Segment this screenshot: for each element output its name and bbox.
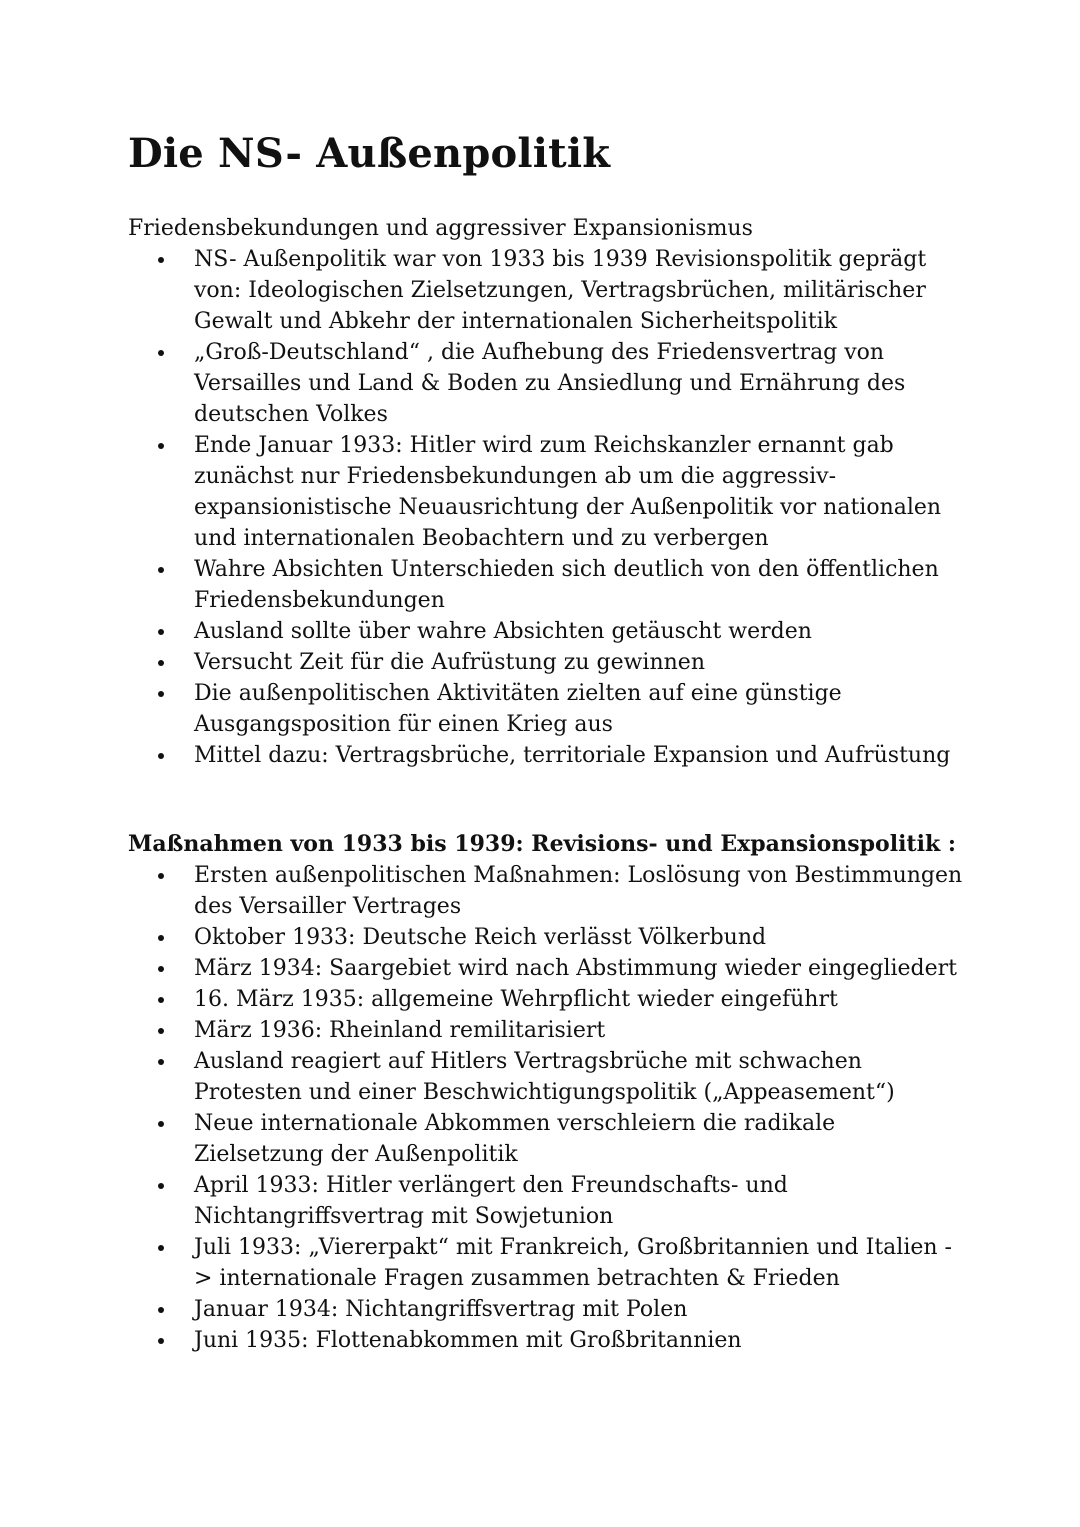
list-item [128,860,968,922]
list-item-text: 16. März 1935: allgemeine Wehrpflicht wieder eingeführt [194,987,838,1012]
bullet-icon [158,257,164,263]
bullet-list [128,860,968,1356]
bullet-icon [158,443,164,449]
section-heading: Maßnahmen von 1933 bis 1939: Revisions- und Expansionspolitik : [128,831,956,857]
bullet-icon [158,1183,164,1189]
list-item-text: Mittel dazu: Vertragsbrüche, territoriale Expansion und Aufrüstung [194,743,951,768]
bullet-icon [158,1121,164,1127]
bullet-icon [158,691,164,697]
list-item-text: Juli 1933: „Viererpakt“ mit Frankreich, Großbritannien und Italien -> internationale Fragen zusammen betrachten & Frieden [194,1235,952,1291]
bullet-icon [158,873,164,879]
bullet-list [128,244,968,771]
list-item-text: Versucht Zeit für die Aufrüstung zu gewinnen [194,650,705,675]
list-item [128,554,968,616]
list-item [128,984,968,1015]
list-item [128,337,968,430]
list-item [128,647,968,678]
list-item [128,678,968,740]
list-item [128,1232,968,1294]
bullet-icon [158,629,164,635]
list-item-text: NS- Außenpolitik war von 1933 bis 1939 Revisionspolitik geprägt von: Ideologischen Zielsetzungen, Vertragsbrüchen, militärischer Gewalt und Abkehr der internationalen Sicherheitspolitik [194,247,927,334]
list-item-text: Die außenpolitischen Aktivitäten zielten auf eine günstige Ausgangsposition für einen Krieg aus [194,681,842,737]
list-item-text: Ende Januar 1933: Hitler wird zum Reichskanzler ernannt gab zunächst nur Friedensbekundungen ab um die aggressiv-expansionistische Neuausrichtung der Außenpolitik vor nationalen und internationalen Beobachtern und zu verbergen [194,433,942,551]
bullet-icon [158,1059,164,1065]
list-item [128,1294,968,1325]
list-item [128,953,968,984]
list-item-text: März 1936: Rheinland remilitarisiert [194,1018,606,1043]
list-item-text: Juni 1935: Flottenabkommen mit Großbritannien [194,1328,742,1353]
bullet-icon [158,1245,164,1251]
section-massnahmen [128,829,968,1356]
list-item-text: Ersten außenpolitischen Maßnahmen: Loslösung von Bestimmungen des Versailler Vertrages [194,863,963,919]
list-item-text: Januar 1934: Nichtangriffsvertrag mit Polen [194,1297,688,1322]
list-item [128,1015,968,1046]
bullet-icon [158,1028,164,1034]
bullet-icon [158,350,164,356]
list-item [128,430,968,554]
list-item-text: „Groß-Deutschland“ , die Aufhebung des Friedensvertrag von Versailles und Land & Boden zu Ansiedlung und Ernährung des deutschen Volkes [194,340,906,427]
list-item [128,1170,968,1232]
bullet-icon [158,660,164,666]
list-item [128,244,968,337]
list-item [128,740,968,771]
list-item-text: Oktober 1933: Deutsche Reich verlässt Völkerbund [194,925,767,950]
list-item-text: Ausland sollte über wahre Absichten getäuscht werden [194,619,812,644]
list-item-text: April 1933: Hitler verlängert den Freundschafts- und Nichtangriffsvertrag mit Sowjetunion [194,1173,788,1229]
list-item-text: Ausland reagiert auf Hitlers Vertragsbrüche mit schwachen Protesten und einer Beschwichtigungspolitik („Appeasement“) [194,1049,895,1105]
list-item [128,1325,968,1356]
bullet-icon [158,1307,164,1313]
list-item-text: März 1934: Saargebiet wird nach Abstimmung wieder eingegliedert [194,956,957,981]
section-heading: Friedensbekundungen und aggressiver Expansionismus [128,216,753,241]
page-title: Die NS- Außenpolitik [128,130,611,177]
list-item [128,1108,968,1170]
bullet-icon [158,753,164,759]
bullet-icon [158,997,164,1003]
list-item [128,616,968,647]
list-item-text: Neue internationale Abkommen verschleiern die radikale Zielsetzung der Außenpolitik [194,1111,836,1167]
bullet-icon [158,1338,164,1344]
bullet-icon [158,567,164,573]
section-friedensbekundungen [128,213,968,771]
bullet-icon [158,935,164,941]
list-item [128,1046,968,1108]
list-item-text: Wahre Absichten Unterschieden sich deutlich von den öffentlichen Friedensbekundungen [194,557,939,613]
bullet-icon [158,966,164,972]
list-item [128,922,968,953]
